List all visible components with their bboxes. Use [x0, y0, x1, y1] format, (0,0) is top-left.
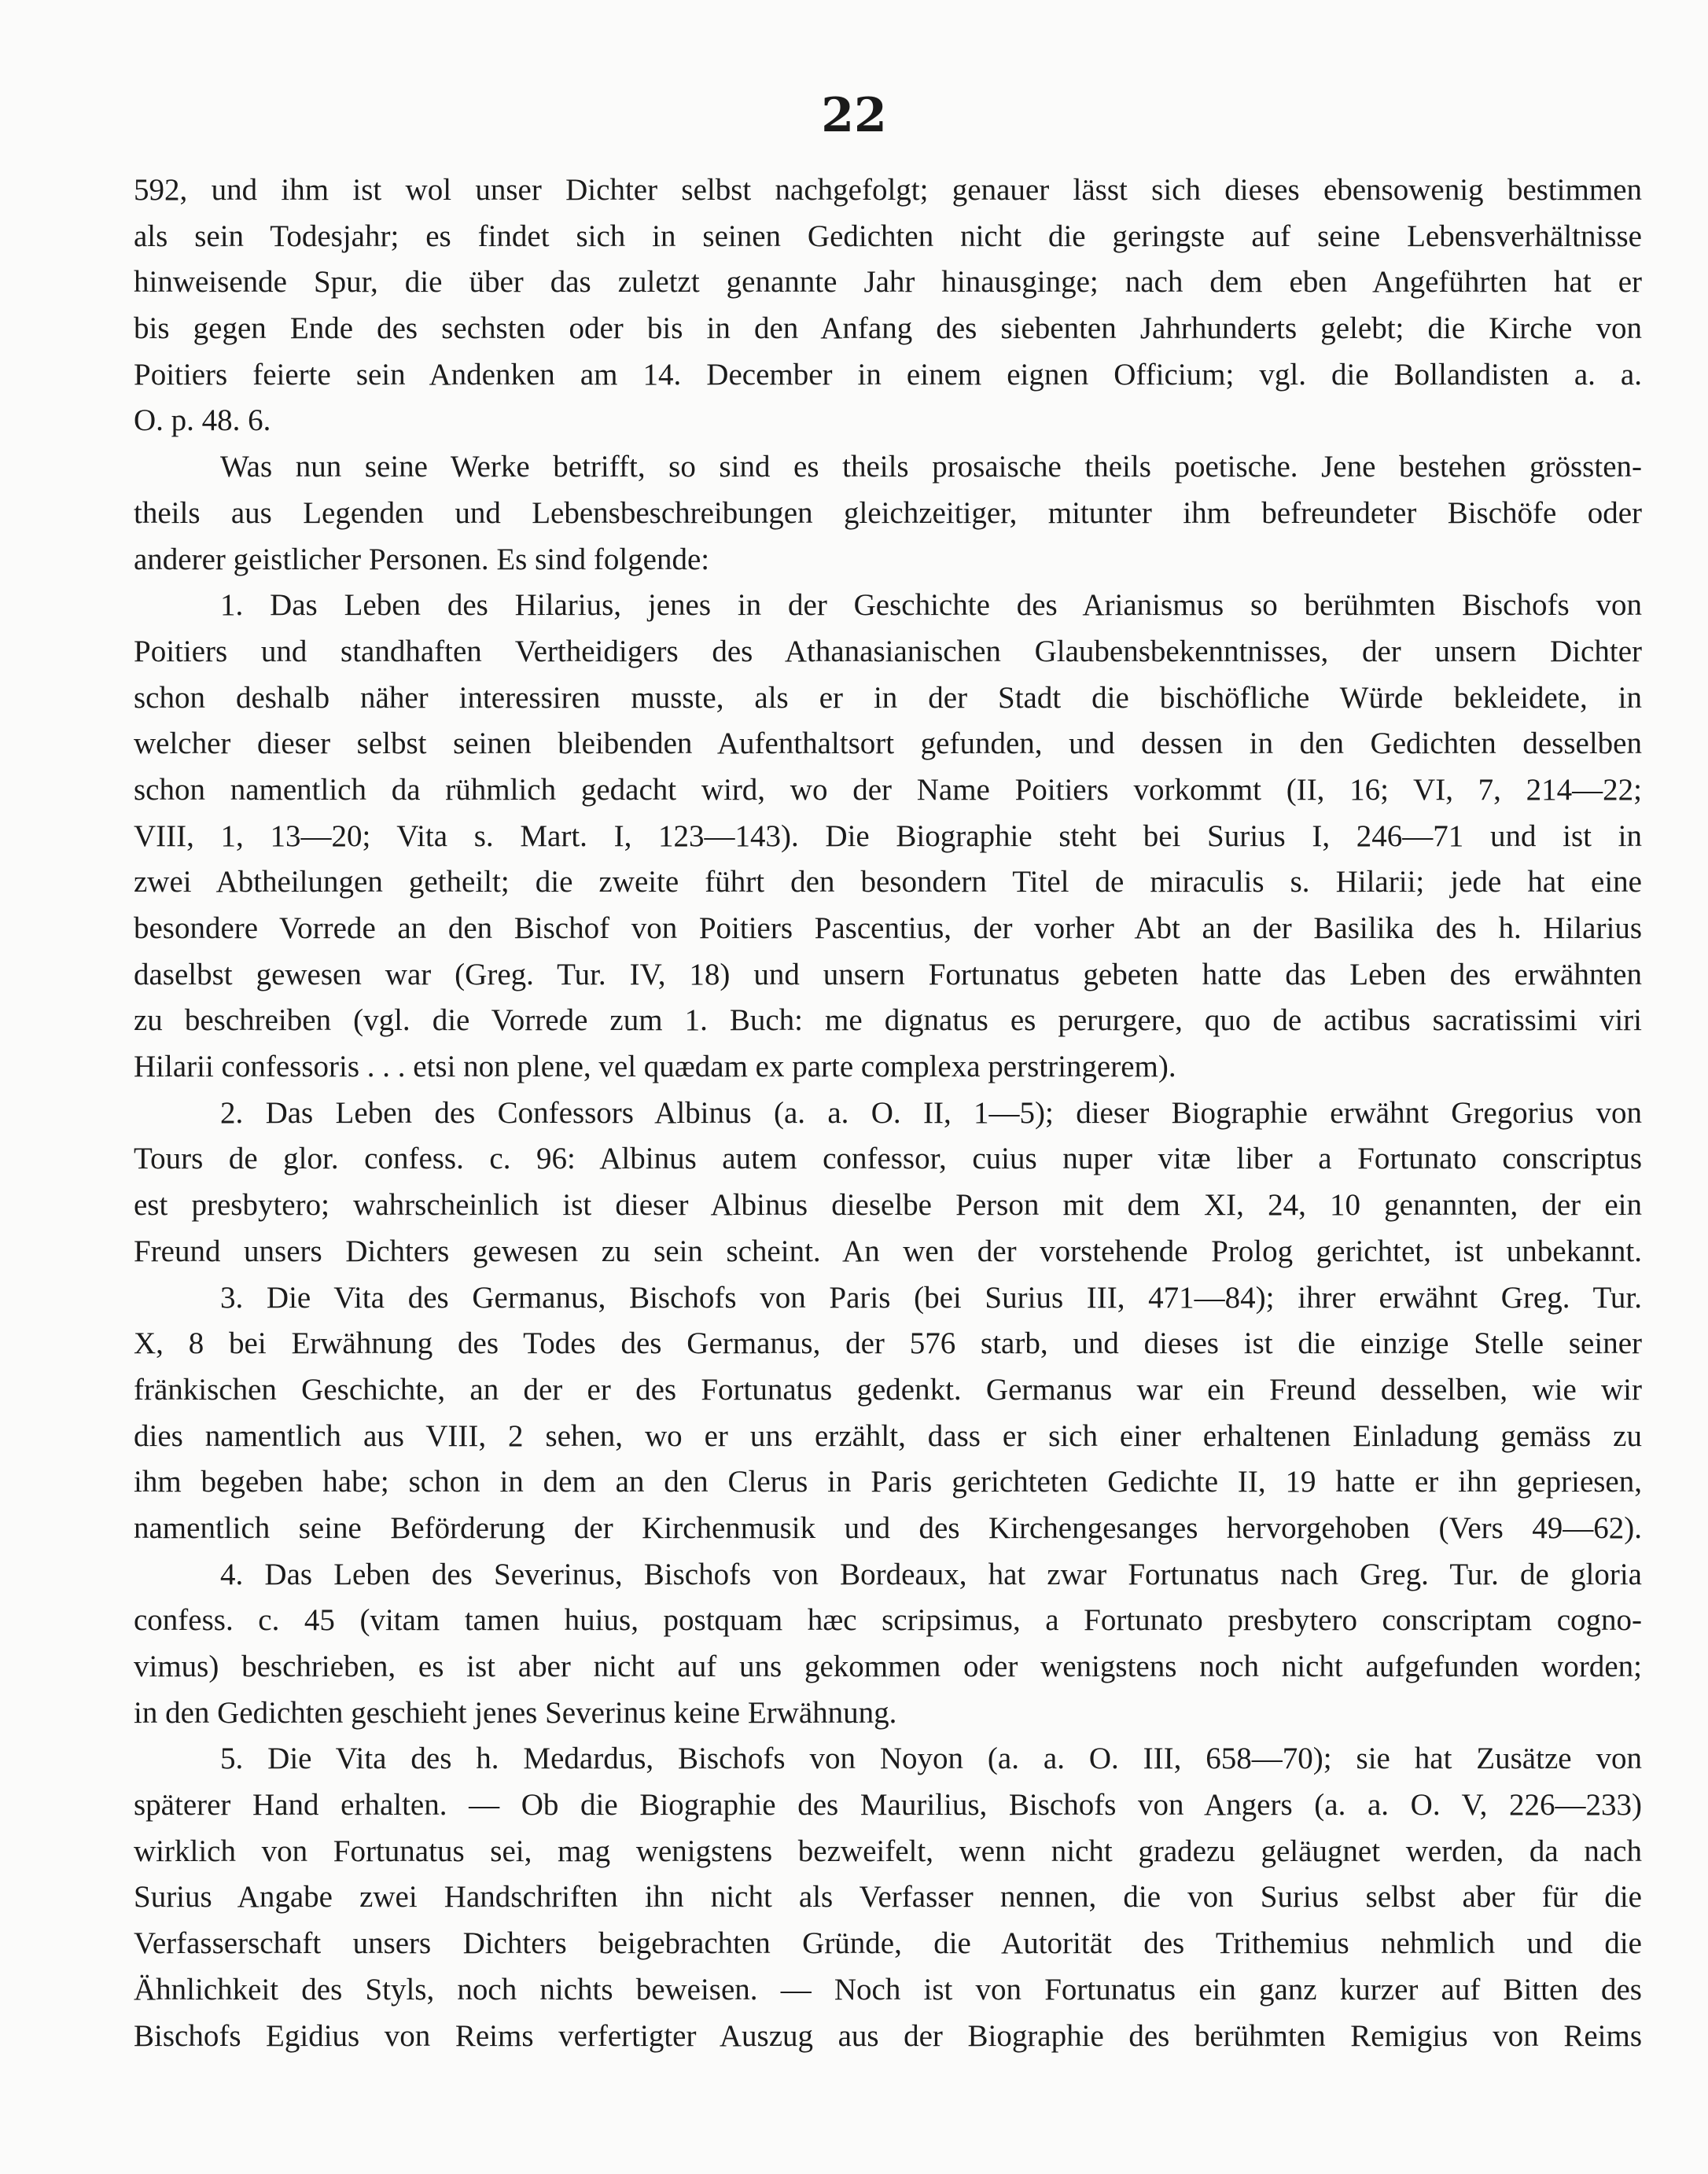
text-line: VIII, 1, 13—20; Vita s. Mart. I, 123—143). Die Biographie steht bei Surius I, 246—71 und ist in [134, 818, 1642, 853]
text-line: schon deshalb näher interessiren musste, als er in der Stadt die bischöfliche Würde bekleidete, in [134, 680, 1642, 715]
text-line: zu beschreiben (vgl. die Vorrede zum 1. Buch: me dignatus es perurgere, quo de actibus sacratissimi viri [134, 1003, 1642, 1038]
text-line: späterer Hand erhalten. — Ob die Biographie des Maurilius, Bischofs von Angers (a. a. O. V, 226—233) [134, 1788, 1642, 1823]
text-line: Tours de glor. confess. c. 96: Albinus autem confessor, cuius nuper vitæ liber a Fortunato conscriptus [134, 1142, 1642, 1176]
text-line: welcher dieser selbst seinen bleibenden Aufenthaltsort gefunden, und dessen in den Gedichten desselben [134, 727, 1642, 761]
text-line: 4. Das Leben des Severinus, Bischofs von Bordeaux, hat zwar Fortunatus nach Greg. Tur. de gloria [220, 1557, 1642, 1591]
text-line: dies namentlich aus VIII, 2 sehen, wo er uns erzählt, dass er sich einer erhaltenen Einladung gemäss zu [134, 1418, 1642, 1453]
text-line: hinweisende Spur, die über das zuletzt genannte Jahr hinausginge; nach dem eben Angeführten hat er [134, 265, 1642, 300]
text-line: confess. c. 45 (vitam tamen huius, postquam hæc scripsimus, a Fortunato presbytero conscriptam cogno- [134, 1603, 1642, 1638]
text-line: 592, und ihm ist wol unser Dichter selbst nachgefolgt; genauer lässt sich dieses ebensowenig bestimmen [134, 173, 1642, 207]
text-line: Bischofs Egidius von Reims verfertigter Auszug aus der Biographie des berühmten Remigius von Reims [134, 2018, 1642, 2053]
text-line: X, 8 bei Erwähnung des Todes des Germanus, der 576 starb, und dieses ist die einzige Stelle seiner [134, 1326, 1642, 1361]
text-line: O. p. 48. 6. [134, 403, 271, 438]
text-line: 3. Die Vita des Germanus, Bischofs von Paris (bei Surius III, 471—84); ihrer erwähnt Greg. Tur. [220, 1280, 1642, 1315]
text-line: besondere Vorrede an den Bischof von Poitiers Pascentius, der vorher Abt an der Basilika des h. Hilarius [134, 911, 1642, 945]
body-text [134, 167, 1642, 2059]
text-line: wirklich von Fortunatus sei, mag wenigstens bezweifelt, wenn nicht gradezu geläugnet werden, da nach [134, 1834, 1642, 1868]
text-line: Freund unsers Dichters gewesen zu sein scheint. An wen der vorstehende Prolog gerichtet, ist unbekannt. [134, 1234, 1642, 1268]
text-line: 2. Das Leben des Confessors Albinus (a. a. O. II, 1—5); dieser Biographie erwähnt Gregorius von [220, 1095, 1642, 1130]
text-line: anderer geistlicher Personen. Es sind folgende: [134, 542, 710, 576]
text-line: 1. Das Leben des Hilarius, jenes in der Geschichte des Arianismus so berühmten Bischofs von [220, 588, 1642, 623]
text-line: als sein Todesjahr; es findet sich in seinen Gedichten nicht die geringste auf seine Lebensverhältnisse [134, 219, 1642, 253]
text-line: 5. Die Vita des h. Medardus, Bischofs von Noyon (a. a. O. III, 658—70); sie hat Zusätze von [220, 1742, 1642, 1776]
text-line: in den Gedichten geschieht jenes Severinus keine Erwähnung. [134, 1695, 897, 1730]
text-line: ihm begeben habe; schon in dem an den Clerus in Paris gerichteten Gedichte II, 19 hatte er ihn gepriesen, [134, 1465, 1642, 1499]
text-line: theils aus Legenden und Lebensbeschreibungen gleichzeitiger, mitunter ihm befreundeter Bischöfe oder [134, 495, 1642, 530]
text-line: daselbst gewesen war (Greg. Tur. IV, 18) und unsern Fortunatus gebeten hatte das Leben des erwähnten [134, 957, 1642, 991]
text-line: Was nun seine Werke betrifft, so sind es theils prosaische theils poetische. Jene bestehen grössten- [220, 450, 1642, 484]
text-line: namentlich seine Beförderung der Kirchenmusik und des Kirchengesanges hervorgehoben (Vers 49—62). [134, 1510, 1642, 1545]
text-line: Hilarii confessoris . . . etsi non plene, vel quædam ex parte complexa perstringerem). [134, 1050, 1176, 1084]
page-number: 22 [821, 88, 887, 143]
text-line: zwei Abtheilungen getheilt; die zweite führt den besondern Titel de miraculis s. Hilarii; jede hat eine [134, 865, 1642, 899]
text-line: Poitiers feierte sein Andenken am 14. December in einem eignen Officium; vgl. die Bollandisten a. a. [134, 357, 1642, 392]
text-line: fränkischen Geschichte, an der er des Fortunatus gedenkt. Germanus war ein Freund desselben, wie wir [134, 1372, 1642, 1407]
text-line: vimus) beschrieben, es ist aber nicht auf uns gekommen oder wenigstens noch nicht aufgefunden worden; [134, 1650, 1642, 1683]
text-line: Poitiers und standhaften Vertheidigers des Athanasianischen Glaubensbekenntnisses, der unsern Dichter [134, 634, 1642, 668]
text-line: schon namentlich da rühmlich gedacht wird, wo der Name Poitiers vorkommt (II, 16; VI, 7, 214—22; [134, 772, 1642, 807]
text-line: Ähnlichkeit des Styls, noch nichts beweisen. — Noch ist von Fortunatus ein ganz kurzer auf Bitten des [134, 1972, 1642, 2007]
text-line: est presbytero; wahrscheinlich ist dieser Albinus dieselbe Person mit dem XI, 24, 10 genannten, der ein [134, 1188, 1642, 1223]
text-line: Surius Angabe zwei Handschriften ihn nicht als Verfasser nennen, die von Surius selbst aber für die [134, 1880, 1642, 1915]
text-line: bis gegen Ende des sechsten oder bis in den Anfang des siebenten Jahrhunderts gelebt; die Kirche von [134, 311, 1642, 346]
text-line: Verfasserschaft unsers Dichters beigebrachten Gründe, die Autorität des Trithemius nehmlich und die [134, 1926, 1642, 1961]
